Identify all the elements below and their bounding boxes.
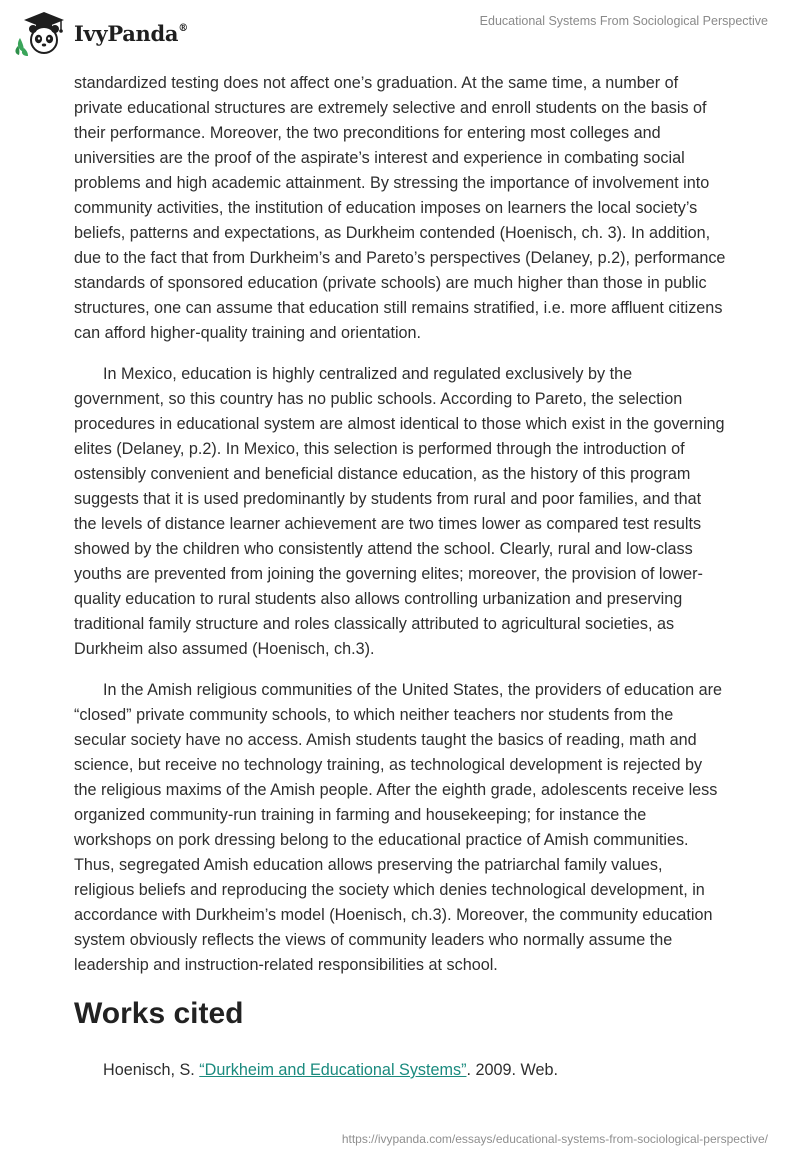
source-url[interactable]: https://ivypanda.com/essays/educational-systems-from-sociological-perspective/ [341,1132,768,1146]
brand-name: IvyPanda® [74,20,188,46]
body-paragraph: In Mexico, education is highly centralized and regulated exclusively by the government, so this country has no public schools. According to Pareto, the selection procedures in educational system are almost identical to those which exist in the governing elites (Delaney, p.2). In Mexico, this selection is performed through the introduction of ostensibly convenient and beneficial distance education, as the history of this program suggests that it is used predominantly by students from rural and poor families, and that the levels of distance learner achievement are two times lower as compared test results showed by the children who consistently attend the school. Clearly, rural and low-class youths are prevented from joining the governing elites; moreover, the provision of lower-quality education to rural students also allows controlling urbanization and preserving traditional family structure and roles classically attributed to agricultural societies, as Durkheim also assumed (Hoenisch, ch.3). [74,365,725,658]
page-header [0,0,800,70]
citation-details: . 2009. Web. [466,1061,558,1079]
works-cited-heading: Works cited [74,997,244,1030]
body-paragraph: In the Amish religious communities of the United States, the providers of education are “closed” private community schools, to which neither teachers nor students from the secular society have no access. Amish students taught the basics of reading, math and science, but receive no technology training, as technological development is rejected by the religious maxims of the Amish people. After the eighth grade, adolescents receive less organized community-run training in farming and housekeeping; for instance the workshops on pork dressing belong to the educational practice of Amish communities. Thus, segregated Amish education allows preserving the patriarchal family values, religious beliefs and reproducing the society which denies technological development, in accordance with Durkheim’s model (Hoenisch, ch.3). Moreover, the community education system obviously reflects the views of community leaders who normally assume the leadership and instruction-related responsibilities at school. [74,681,723,974]
citation-link[interactable]: “Durkheim and Educational Systems” [199,1061,467,1079]
citation-author: Hoenisch, S. [103,1061,200,1079]
body-paragraph: standardized testing does not affect one’s graduation. At the same time, a number of private educational structures are extremely selective and enroll students on the basis of their performance. Moreover, the two preconditions for entering most colleges and universities are the proof of the aspirate’s interest and experience in combating social problems and high academic attainment. By stressing the importance of involvement into community activities, the institution of education imposes on learners the local society’s beliefs, patterns and expectations, as Durkheim contended (Hoenisch, ch. 3). In addition, due to the fact that from Durkheim’s and Pareto’s perspectives (Delaney, p.2), performance standards of sponsored education (private schools) are much higher than those in public structures, one can assume that education still remains stratified, i.e. more affluent citizens can afford higher-quality training and orientation. [74,74,726,342]
panda-graduate-icon [14,8,70,58]
citation-entry [74,1058,726,1083]
ivypanda-logo[interactable] [14,8,188,58]
document-title: Educational Systems From Sociological Perspective [479,14,768,28]
essay-body [74,71,726,1083]
